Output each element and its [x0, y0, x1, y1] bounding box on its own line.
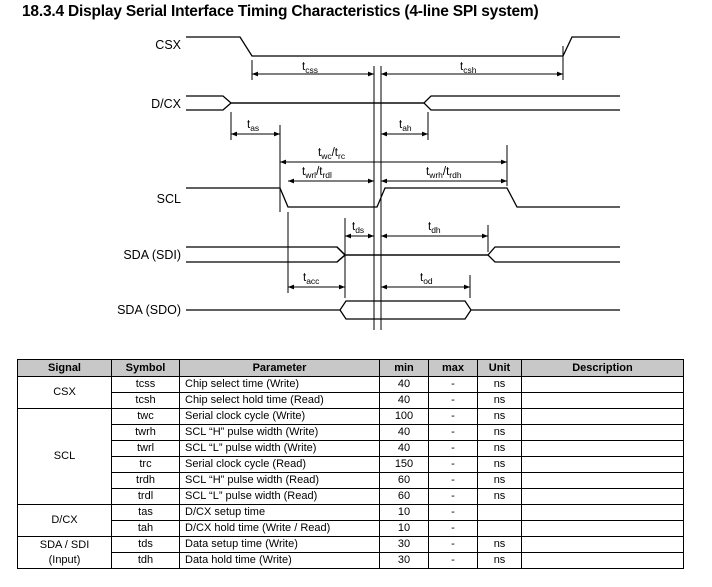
table-row — [18, 537, 684, 553]
max-cell: - — [429, 553, 478, 569]
description-cell — [522, 489, 684, 505]
symbol-cell: tcss — [112, 377, 180, 393]
column-header: min — [380, 360, 429, 377]
min-cell: 30 — [380, 553, 429, 569]
signal-cell: D/CX — [18, 505, 112, 537]
parameter-cell: Data hold time (Write) — [180, 553, 380, 569]
table-row — [18, 505, 684, 521]
symbol-cell: twrh — [112, 425, 180, 441]
min-cell: 60 — [380, 473, 429, 489]
min-cell: 40 — [380, 441, 429, 457]
timing-table — [17, 359, 684, 569]
signal-label-sdo: SDA (SDO) — [117, 303, 181, 317]
signal-direction: (Input) — [48, 553, 81, 566]
signal-label-sdi: SDA (SDI) — [123, 248, 181, 262]
parameter-cell: Chip select hold time (Read) — [180, 393, 380, 409]
parameter-cell: SCL “L” pulse width (Write) — [180, 441, 380, 457]
label-twrh-trdh: $t_{wrh}/t_{rdh}$ — [426, 166, 462, 180]
unit-cell: ns — [478, 425, 522, 441]
unit-cell: ns — [478, 537, 522, 553]
unit-cell: ns — [478, 489, 522, 505]
table-row — [18, 377, 684, 393]
symbol-cell: tas — [112, 505, 180, 521]
column-header: Unit — [478, 360, 522, 377]
page-title: 18.3.4 Display Serial Interface Timing Characteristics (4-line SPI system) — [22, 3, 539, 20]
unit-cell: ns — [478, 377, 522, 393]
symbol-cell: trdh — [112, 473, 180, 489]
label-tah: $t_{ah}$ — [399, 119, 412, 133]
column-header: Description — [522, 360, 684, 377]
signal-label-scl: SCL — [156, 192, 181, 206]
min-cell: 30 — [380, 537, 429, 553]
signal-cell: CSX — [18, 377, 112, 409]
parameter-cell: SCL “H” pulse width (Write) — [180, 425, 380, 441]
symbol-cell: tds — [112, 537, 180, 553]
signal-cell — [18, 537, 112, 569]
table-row — [18, 521, 684, 537]
label-tcss: $t_{css}$ — [302, 61, 318, 75]
min-cell: 150 — [380, 457, 429, 473]
description-cell — [522, 473, 684, 489]
min-cell: 40 — [380, 425, 429, 441]
symbol-cell: tdh — [112, 553, 180, 569]
label-tcsh: $t_{csh}$ — [460, 61, 477, 75]
description-cell — [522, 553, 684, 569]
max-cell: - — [429, 537, 478, 553]
parameter-cell: SCL “L” pulse width (Read) — [180, 489, 380, 505]
parameter-cell: Chip select time (Write) — [180, 377, 380, 393]
min-cell: 40 — [380, 393, 429, 409]
parameter-cell: D/CX setup time — [180, 505, 380, 521]
signal-label-dcx: D/CX — [151, 97, 181, 111]
min-cell: 10 — [380, 521, 429, 537]
column-header: max — [429, 360, 478, 377]
description-cell — [522, 425, 684, 441]
label-tds: $t_{ds}$ — [352, 221, 365, 235]
symbol-cell: trdl — [112, 489, 180, 505]
signal-label-csx: CSX — [155, 38, 181, 52]
max-cell: - — [429, 377, 478, 393]
max-cell: - — [429, 393, 478, 409]
symbol-cell: trc — [112, 457, 180, 473]
label-tdh: $t_{dh}$ — [428, 221, 441, 235]
max-cell: - — [429, 409, 478, 425]
table-row — [18, 473, 684, 489]
label-tas: $t_{as}$ — [247, 119, 260, 133]
symbol-cell: twc — [112, 409, 180, 425]
min-cell: 10 — [380, 505, 429, 521]
min-cell: 100 — [380, 409, 429, 425]
description-cell — [522, 409, 684, 425]
table-row — [18, 441, 684, 457]
max-cell: - — [429, 505, 478, 521]
scl-waveform — [186, 188, 620, 207]
max-cell: - — [429, 425, 478, 441]
label-twrl-trdl: $t_{wrl}/t_{rdl}$ — [302, 166, 332, 180]
table-row — [18, 425, 684, 441]
unit-cell: ns — [478, 441, 522, 457]
parameter-cell: Serial clock cycle (Read) — [180, 457, 380, 473]
column-header: Symbol — [112, 360, 180, 377]
signal-cell: SCL — [18, 409, 112, 505]
sdo-waveform — [186, 301, 620, 319]
unit-cell: ns — [478, 553, 522, 569]
description-cell — [522, 457, 684, 473]
description-cell — [522, 441, 684, 457]
label-tod: $t_{od}$ — [420, 272, 433, 286]
symbol-cell: tah — [112, 521, 180, 537]
dcx-waveform — [186, 96, 620, 103]
csx-waveform — [186, 37, 620, 56]
description-cell — [522, 537, 684, 553]
table-row — [18, 409, 684, 425]
parameter-cell: SCL “H” pulse width (Read) — [180, 473, 380, 489]
unit-cell: ns — [478, 457, 522, 473]
max-cell: - — [429, 457, 478, 473]
table-header-row — [18, 360, 684, 377]
signal-name: SDA / SDI — [39, 538, 90, 551]
min-cell: 60 — [380, 489, 429, 505]
parameter-cell: Data setup time (Write) — [180, 537, 380, 553]
table-row — [18, 393, 684, 409]
table-row — [18, 553, 684, 569]
max-cell: - — [429, 441, 478, 457]
unit-cell: ns — [478, 409, 522, 425]
sdi-waveform — [186, 247, 620, 255]
label-twc-trc: $t_{wc}/t_{rc}$ — [318, 147, 346, 161]
parameter-cell: Serial clock cycle (Write) — [180, 409, 380, 425]
description-cell — [522, 505, 684, 521]
symbol-cell: twrl — [112, 441, 180, 457]
unit-cell — [478, 505, 522, 521]
unit-cell: ns — [478, 473, 522, 489]
description-cell — [522, 521, 684, 537]
parameter-cell: D/CX hold time (Write / Read) — [180, 521, 380, 537]
column-header: Signal — [18, 360, 112, 377]
max-cell: - — [429, 473, 478, 489]
max-cell: - — [429, 521, 478, 537]
description-cell — [522, 393, 684, 409]
table-row — [18, 489, 684, 505]
max-cell: - — [429, 489, 478, 505]
label-tacc: $t_{acc}$ — [303, 272, 320, 286]
description-cell — [522, 377, 684, 393]
symbol-cell: tcsh — [112, 393, 180, 409]
unit-cell: ns — [478, 393, 522, 409]
table-row — [18, 457, 684, 473]
unit-cell — [478, 521, 522, 537]
min-cell: 40 — [380, 377, 429, 393]
column-header: Parameter — [180, 360, 380, 377]
